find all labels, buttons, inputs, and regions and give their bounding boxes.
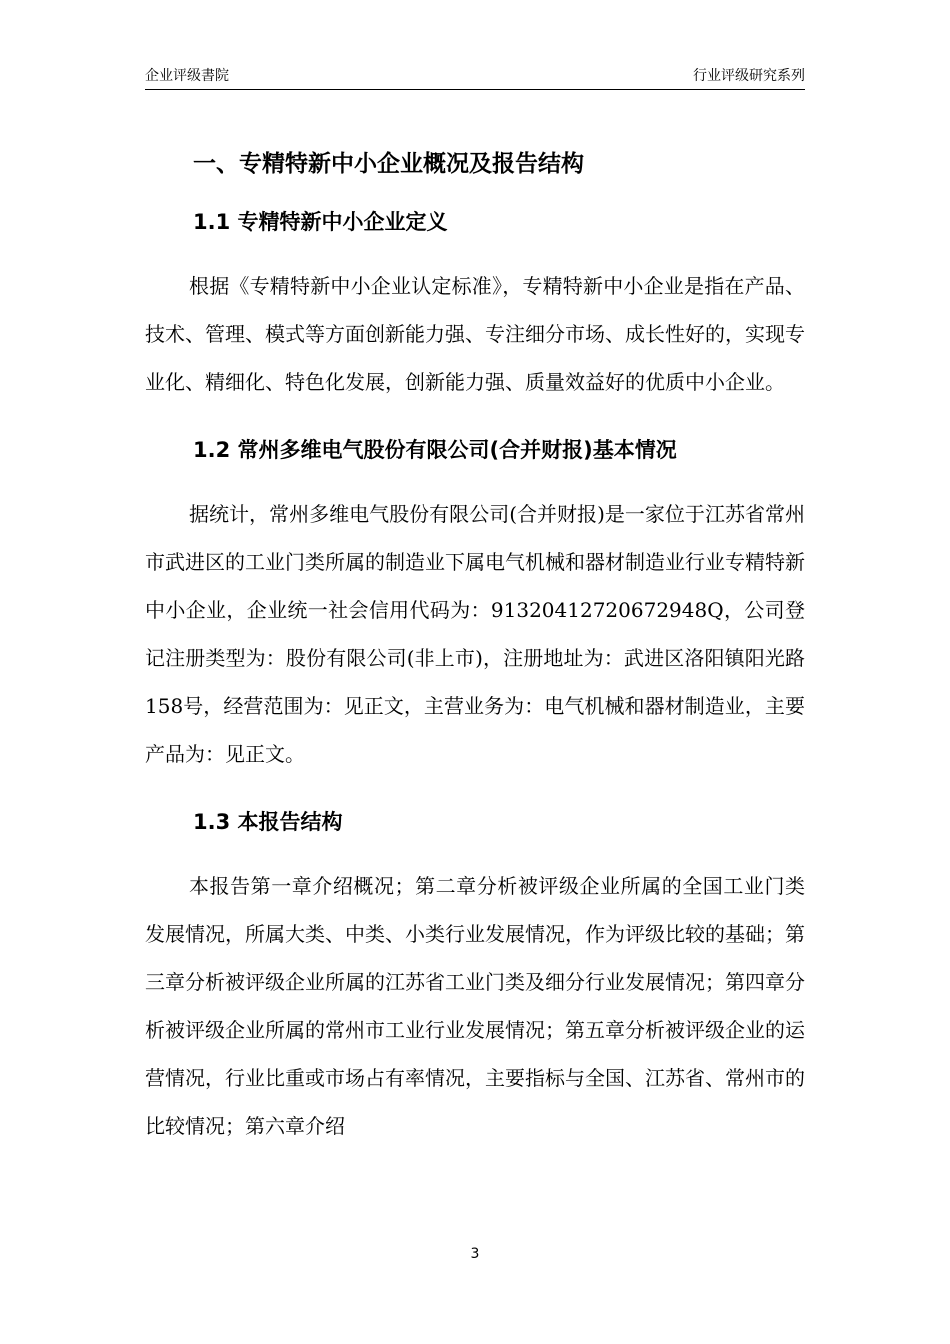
page-content — [145, 140, 805, 1172]
section-title: 一、专精特新中小企业概况及报告结构 — [193, 151, 584, 177]
subsection-title-1-3: 1.3 本报告结构 — [193, 810, 343, 834]
header-divider — [145, 89, 805, 90]
subsection-title-1-2: 1.2 常州多维电气股份有限公司(合并财报)基本情况 — [193, 438, 677, 462]
header-right-text: 行业评级研究系列 — [693, 68, 805, 84]
header-left-text: 企业评级書院 — [145, 68, 229, 84]
subsection-title-1-1: 1.1 专精特新中小企业定义 — [193, 210, 448, 234]
subsection-paragraph-1-3: 本报告第一章介绍概况；第二章分析被评级企业所属的全国工业门类发展情况，所属大类、中类、小类行业发展情况，作为评级比较的基础；第三章分析被评级企业所属的江苏省工业门类及细分行业发展情况；第四章分析被评级企业所属的常州市工业行业发展情况；第五章分析被评级企业的运营情况，行业比重或市场占有率情况，主要指标与全国、江苏省、常州市的比较情况；第六章介绍 — [145, 874, 805, 1138]
page-number: 3 — [470, 1246, 480, 1262]
page-header — [145, 66, 805, 90]
subsection-paragraph-1-1: 根据《专精特新中小企业认定标准》，专精特新中小企业是指在产品、技术、管理、模式等方面创新能力强、专注细分市场、成长性好的，实现专业化、精细化、特色化发展，创新能力强、质量效益好的优质中小企业。 — [145, 274, 805, 394]
subsection-paragraph-1-2: 据统计，常州多维电气股份有限公司(合并财报)是一家位于江苏省常州市武进区的工业门类所属的制造业下属电气机械和器材制造业行业专精特新中小企业，企业统一社会信用代码为：91320412720672948Q，公司登记注册类型为：股份有限公司(非上市)，注册地址为：武进区洛阳镇阳光路158号，经营范围为：见正文，主营业务为：电气机械和器材制造业，主要产品为：见正文。 — [145, 502, 805, 766]
